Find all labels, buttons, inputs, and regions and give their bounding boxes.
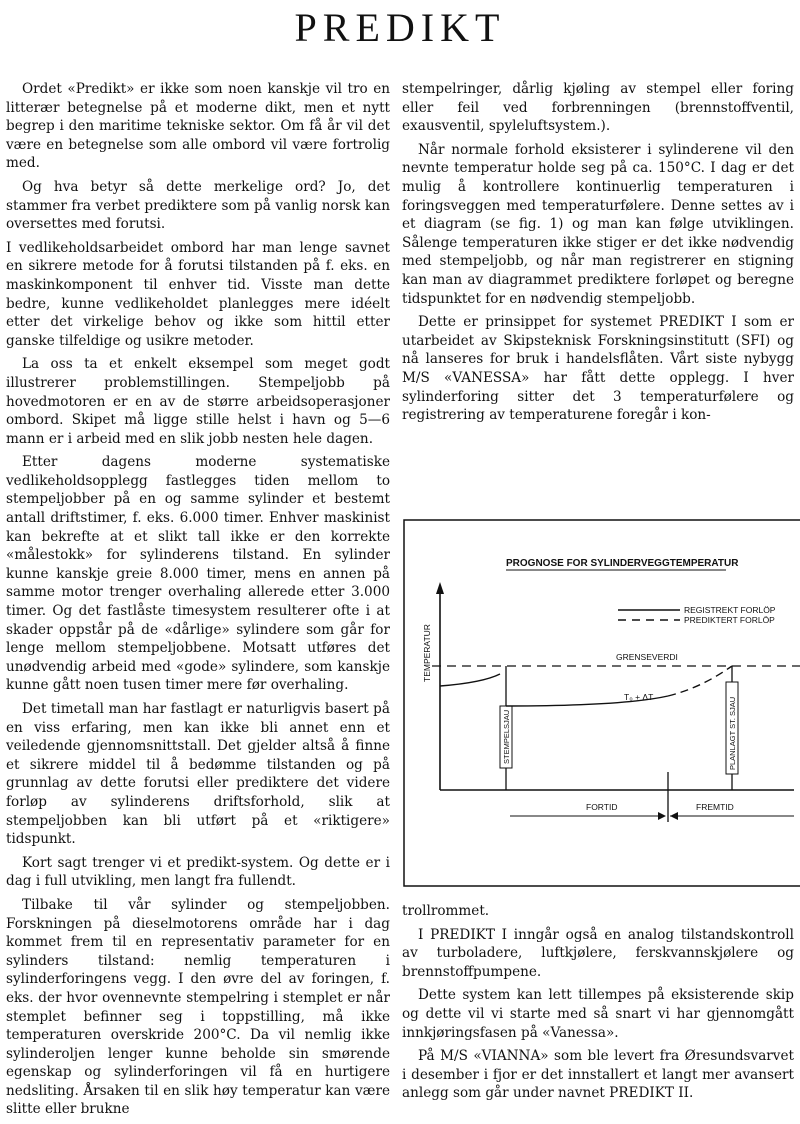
- paragraph: Ordet «Predikt» er ikke som noen kanskje vil tro en litterær betegnelse på et moderne dikt, men et nytt begrep i den maritime tekniske sektor. Om få år vil det være en betegnelse som alle ombord vil være fortrolig med.: [6, 81, 390, 172]
- limit-label: GRENSEVERDI: [616, 652, 678, 662]
- future-arrow-icon: [670, 812, 678, 820]
- planned-label: PLANLAGT ST. SJAU: [728, 696, 737, 770]
- paragraph: Kort sagt trenger vi et predikt-system. Og dette er i dag i full utvikling, men langt fra fullendt.: [6, 854, 390, 890]
- paragraph: Og hva betyr så dette merkelige ord? Jo, det stammer fra verbet prediktere som på vanlig norsk kan oversettes med forutsi.: [6, 178, 390, 233]
- paragraph: Etter dagens moderne systematiske vedlikeholdsopplegg fastlegges tiden mellom to stempeljobber på en og samme sylinder et bestemt antall driftstimer, f. eks. 6.000 timer. Enhver maskinist kan bekrefte at et slikt tall ikke er den korrekte «målestokk» for sylinderens tilstand. En sylinder kunne kanskje greie 8.000 timer, mens en annen på samme motor trenger overhaling allerede etter 3.000 timer. Og det fastlåste timesystem resulterer ofte i at skader oppstår på de «dårlige» sylindere som går for lenge mellom stempeljobbene. Motsatt utføres det unødvendig arbeid med «gode» sylindere, som kanskje kunne gått noen tusen timer mere før overhaling.: [6, 454, 390, 694]
- y-axis-arrow-icon: [436, 582, 444, 594]
- paragraph: La oss ta et enkelt eksempel som meget godt illustrerer problemstillingen. Stempeljobb på hovedmotoren er en av de større arbeidsoperasjoner ombord. Skipet må ligge stille helst i havn og 5—6 mann er i arbeid med en slik jobb nesten hele dagen.: [6, 356, 390, 447]
- paragraph: trollrommet.: [402, 903, 490, 919]
- paragraph: I PREDIKT I inngår også en analog tilstandskontroll av turboladere, luftkjølere, ferskvannskjølere og brennstoffpumpene.: [402, 926, 794, 980]
- predicted-curve: [668, 666, 732, 696]
- figure-title: PROGNOSE FOR SYLINDERVEGGTEMPERATUR: [506, 558, 739, 569]
- paragraph: På M/S «VIANNA» som ble levert fra Øresundsvarvet i desember i fjor er det innstallert et langt mer avansert anlegg som går under navnet PREDIKT II.: [402, 1048, 794, 1102]
- paragraph: Dette system kan lett tillempes på eksisterende skip og dette vil vi starte med så snart vi har gjennomgått innkjøringsfasen på «Vanessa».: [402, 987, 794, 1041]
- legend-registered-label: REGISTREKT FORLÖP: [684, 605, 776, 615]
- paragraph: Tilbake til vår sylinder og stempeljobben. Forskningen på dieselmotorens område har i dag kommet frem til en representativ parameter for en sylinders tilstand: nemlig temperaturen i sylinderforingens vegg. I den øvre del av foringen, f. eks. der hvor ovennevnte stempelring i stemplet er når stemplet befinner seg i toppstilling, må ikke temperaturen overskride 200°C. Da vil nemlig ikke sylinderoljen lenger kunne beholde sin smørende egenskap og sylinderforingen vil få en hurtigere nedsliting. Årsaken til en slik høy temperatur kan være slitte eller brukne: [6, 896, 390, 1118]
- paragraph: I vedlikeholdsarbeidet ombord har man lenge savnet en sikrere metode for å forutsi tilstanden på f. eks. en maskinkomponent til enhver tid. Visste man dette bedre, kunne vedlikeholdet planlegges mere idéelt etter det virkelige behov og ikke som hittil etter ganske tilfeldige og usikre metoder.: [6, 239, 390, 349]
- right-column-top: [402, 80, 794, 430]
- paragraph: Når normale forhold eksisterer i sylinderene vil den nevnte temperatur holde seg på ca. 150°C. I dag er det mulig å kontrollere kontinuerlig temperaturen i foringsveggen med temperaturfølere. Denne settes av i et diagram (se fig. 1) og man kan følge utviklingen. Sålenge temperaturen ikke stiger er det ikke nødvendig med stempeljobb, og når man registrerer en stigning kan man av diagrammet prediktere forløpet og beregne tidspunktet for en nødvendig stempeljobb.: [402, 141, 794, 307]
- past-label: FORTID: [586, 802, 618, 812]
- registered-curve-before: [440, 674, 500, 686]
- future-label: FREMTID: [696, 802, 734, 812]
- paragraph: Dette er prinsippet for systemet PREDIKT I som er utarbeidet av Skipsteknisk Forskningsinstitutt (SFI) og nå lanseres for bruk i handelsflåten. Vårt siste nybygg M/S «VANESSA» har fått dette opplegg. I hver sylinderforing sitter det 3 temperaturfølere og registrering av temperaturene foregår i kon-: [402, 314, 794, 424]
- paragraph: Det timetall man har fastlagt er naturligvis basert på en viss erfaring, men kan ikke bli annet enn et veiledende gjennomsnittstall. Det gjelder altså å finne et sikrere middel til å bedømme tilstanden og på grunnlag av dette forutsi eller prediktere det videre forløp av sylinderens driftsforhold, slik at stempeljobben kan bli utført på et «riktigere» tidspunkt.: [6, 701, 390, 848]
- page-title: PREDIKT: [294, 5, 506, 50]
- paragraph: stempelringer, dårlig kjøling av stempel eller foring eller feil ved forbrenningen (brennstoffventil, exausventil, spyleluftsystem.).: [402, 81, 794, 135]
- curve-label: T₀ + ΔT: [624, 692, 654, 702]
- y-axis-label: TEMPERATUR: [422, 624, 432, 682]
- legend-predicted-label: PREDIKTERT FORLÖP: [684, 615, 775, 625]
- stempelsjau-label: STEMPELSJAU: [502, 709, 511, 764]
- left-column: [6, 80, 390, 1124]
- past-arrow-icon: [658, 812, 666, 820]
- right-column-bottom: [402, 902, 794, 1108]
- temperature-prognosis-figure: [402, 518, 800, 888]
